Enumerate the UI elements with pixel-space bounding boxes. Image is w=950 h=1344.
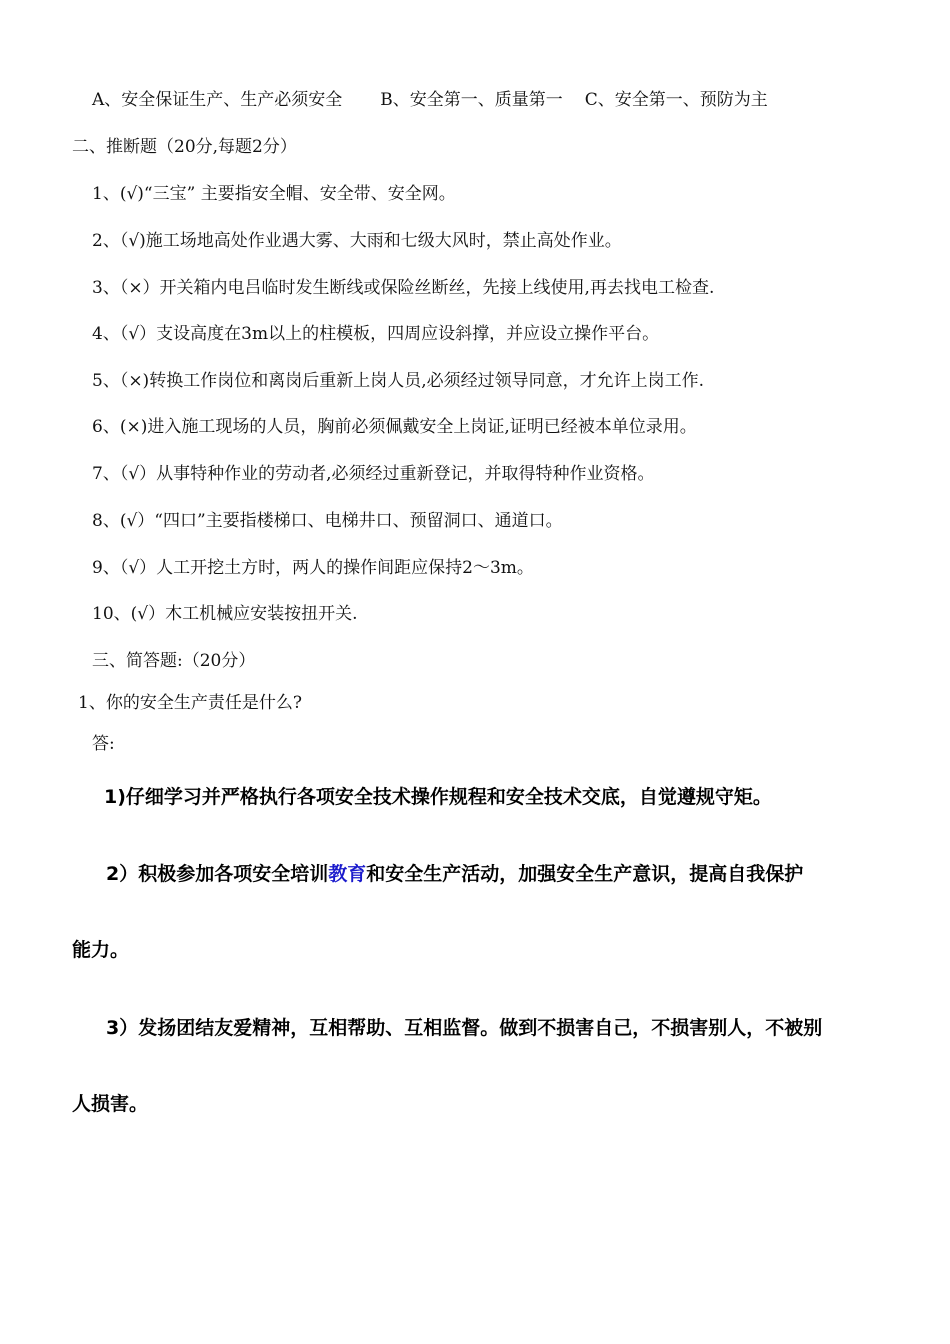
answer-point-2-text-end: 和安全生产活动，加强安全生产意识，提高自我保护 <box>366 863 804 885</box>
answer-point-2-text-start: 2）积极参加各项安全培训 <box>106 863 329 885</box>
answer-point-3-continuation: 人损害。 <box>72 1093 149 1115</box>
choice-options-row <box>92 89 768 111</box>
judgment-item-5: 5、（×)转换工作岗位和离岗后重新上岗人员,必须经过领导同意，才允许上岗工作. <box>92 371 704 391</box>
judgment-item-7: 7、（√）从事特种作业的劳动者,必须经过重新登记，并取得特种作业资格。 <box>92 464 655 484</box>
judgment-item-1: 1、(√)“三宝” 主要指安全帽、安全带、安全网。 <box>92 184 456 204</box>
judgment-item-4: 4、（√）支设高度在3m以上的柱模板，四周应设斜撑，并应设立操作平台。 <box>92 324 660 344</box>
section2-heading: 二、推断题（20分,每题2分） <box>72 137 297 157</box>
judgment-item-9: 9、（√）人工开挖土方时，两人的操作间距应保持2～3m。 <box>92 558 534 578</box>
judgment-item-8: 8、(√）“四口”主要指楼梯口、电梯井口、预留洞口、通道口。 <box>92 511 563 531</box>
answer-label: 答: <box>92 734 115 754</box>
judgment-item-10: 10、(√）木工机械应安装按扭开关. <box>92 604 358 624</box>
choice-option-c: C、安全第一、预防为主 <box>584 90 768 110</box>
answer-point-2-continuation: 能力。 <box>72 939 130 961</box>
judgment-item-3: 3、（×）开关箱内电吕临时发生断线或保险丝断丝，先接上线使用,再去找电工检查. <box>92 278 715 298</box>
education-link[interactable]: 教育 <box>328 863 367 885</box>
judgment-item-2: 2、（√)施工场地高处作业遇大雾、大雨和七级大风时，禁止高处作业。 <box>92 231 622 251</box>
judgment-item-6: 6、(×)进入施工现场的人员，胸前必须佩戴安全上岗证,证明已经被本单位录用。 <box>92 417 697 437</box>
short-answer-question: 1、你的安全生产责任是什么? <box>78 693 302 713</box>
choice-option-a: A、安全保证生产、生产必须安全 <box>92 90 343 110</box>
choice-option-b: B、安全第一、质量第一 <box>380 90 563 110</box>
answer-point-1: 1)仔细学习并严格执行各项安全技术操作规程和安全技术交底，自觉遵规守矩。 <box>104 786 772 808</box>
answer-point-2 <box>106 861 803 887</box>
answer-point-3: 3）发扬团结友爱精神，互相帮助、互相监督。做到不损害自己，不损害别人，不被别 <box>106 1017 823 1039</box>
section3-heading: 三、简答题:（20分） <box>92 651 256 671</box>
